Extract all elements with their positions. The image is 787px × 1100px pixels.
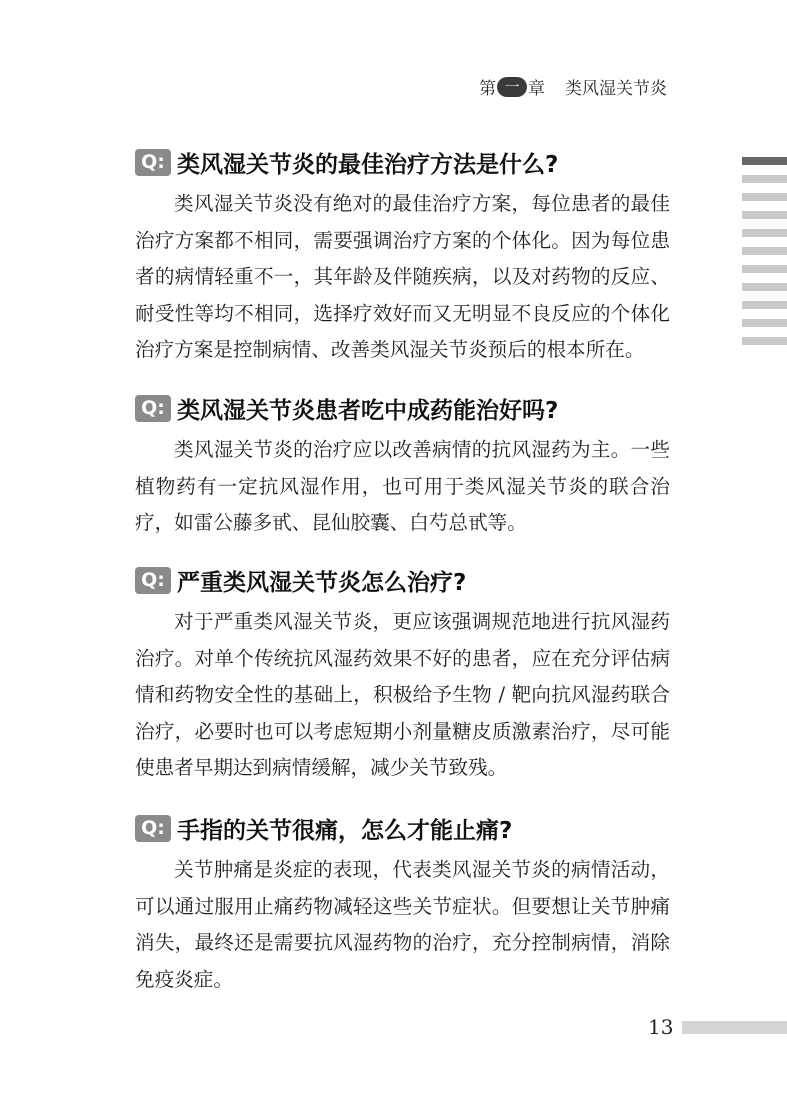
qa-section xyxy=(135,565,670,787)
question-badge-icon: Q: xyxy=(135,395,171,422)
question-heading: 严重类风湿关节炎怎么治疗? xyxy=(177,569,467,596)
page-number-bar-decoration xyxy=(682,1021,787,1034)
stripe xyxy=(742,229,787,237)
question-row xyxy=(135,147,670,177)
stripe xyxy=(742,175,787,183)
answer-paragraph: 关节肿痛是炎症的表现，代表类风湿关节炎的病情活动，可以通过服用止痛药物减轻这些关节症状。但要想让关节肿痛消失，最终还是需要抗风湿药物的治疗，充分控制病情，消除免疫炎症。 xyxy=(135,858,670,991)
stripe xyxy=(742,157,787,165)
answer-paragraph: 类风湿关节炎的治疗应以改善病情的抗风湿药为主。一些植物药有一定抗风湿作用，也可用于类风湿关节炎的联合治疗，如雷公藤多甙、昆仙胶囊、白芍总甙等。 xyxy=(135,438,670,535)
answer-paragraph: 类风湿关节炎没有绝对的最佳治疗方案，每位患者的最佳治疗方案都不相同，需要强调治疗方案的个体化。因为每位患者的病情轻重不一，其年龄及伴随疾病，以及对药物的反应、耐受性等均不相同，选择疗效好而又无明显不良反应的个体化治疗方案是控制病情、改善类风湿关节炎预后的根本所在。 xyxy=(135,192,670,362)
question-heading: 类风湿关节炎患者吃中成药能治好吗? xyxy=(177,397,559,424)
question-row xyxy=(135,565,670,595)
stripe xyxy=(742,193,787,201)
stripe xyxy=(742,265,787,273)
stripe xyxy=(742,337,787,345)
qa-section xyxy=(135,147,670,369)
question-heading: 手指的关节很痛，怎么才能止痛? xyxy=(177,817,513,844)
question-badge-icon: Q: xyxy=(135,149,171,176)
question-row xyxy=(135,393,670,423)
chapter-title: 类风湿关节炎 xyxy=(565,79,667,99)
stripe xyxy=(742,301,787,309)
qa-section xyxy=(135,393,670,542)
stripe xyxy=(742,319,787,327)
running-header xyxy=(479,74,667,99)
stripe xyxy=(742,247,787,255)
qa-section xyxy=(135,813,670,998)
answer-paragraph: 对于严重类风湿关节炎，更应该强调规范地进行抗风湿药治疗。对单个传统抗风湿药效果不好的患者，应在充分评估病情和药物安全性的基础上，积极给予生物 / 靶向抗风湿药联合治疗，必要时也可以考虑短期小剂量糖皮质激素治疗，尽可能使患者早期达到病情缓解，减少关节致残。 xyxy=(135,610,670,780)
chapter-prefix: 第 xyxy=(479,79,496,99)
question-heading: 类风湿关节炎的最佳治疗方法是什么? xyxy=(177,151,559,178)
question-row xyxy=(135,813,670,843)
page-number: 13 xyxy=(648,1015,674,1039)
stripe xyxy=(742,283,787,291)
question-badge-icon: Q: xyxy=(135,815,171,842)
chapter-suffix: 章 xyxy=(528,79,545,99)
margin-stripes-decoration xyxy=(742,157,787,355)
chapter-number-badge: 一 xyxy=(497,77,527,97)
question-badge-icon: Q: xyxy=(135,567,171,594)
stripe xyxy=(742,211,787,219)
